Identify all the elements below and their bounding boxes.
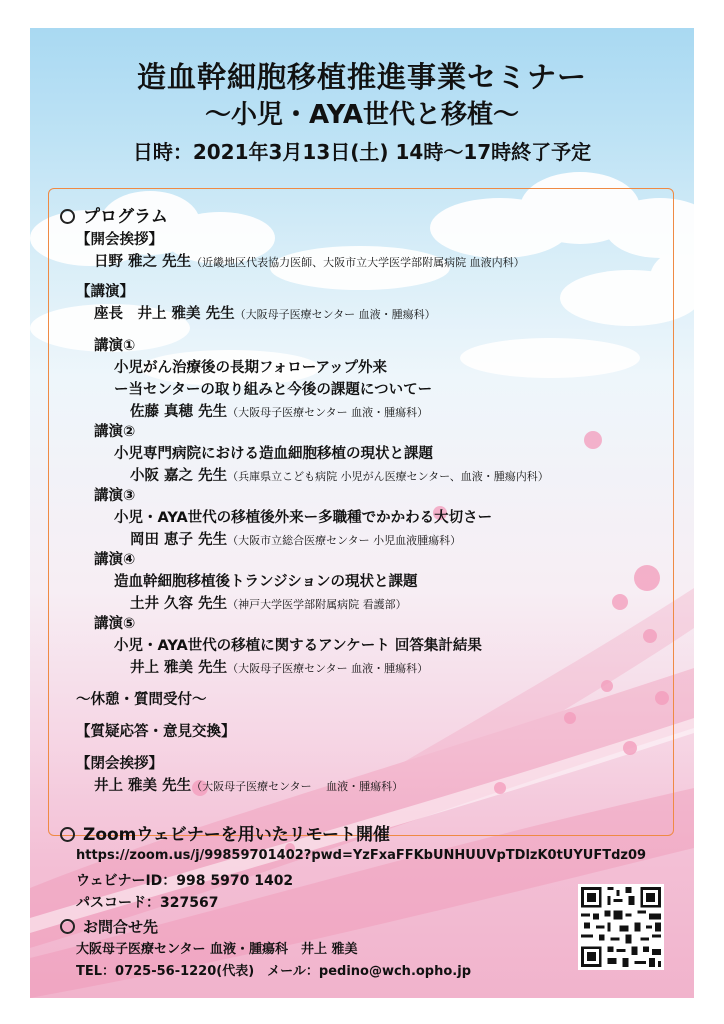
lecture-1-label: 講演① [94, 338, 136, 354]
program-heading: プログラム [60, 202, 168, 227]
webinar-id: ウェビナーID：998 5970 1402 [76, 873, 294, 889]
zoom-url-link[interactable]: https://zoom.us/j/99859701402?pwd=YzFxaFFKbUNHUUVpTDlzK0tUYUFTdz09 [76, 848, 647, 863]
lecture-4-title-line-1: 造血幹細胞移植後トランジションの現状と課題 [114, 574, 418, 590]
lecture-3-title-line-1: 小児・AYA世代の移植後外来ー多職種でかかわる大切さー [114, 510, 493, 526]
lecture-5-speaker: 井上 雅美 先生（大阪母子医療センター 血液・腫瘍科） [130, 660, 429, 676]
seminar-title: 造血幹細胞移植推進事業セミナー [136, 60, 587, 94]
lecture-1-speaker: 佐藤 真穂 先生（大阪母子医療センター 血液・腫瘍科） [130, 404, 429, 420]
poster-header [30, 58, 694, 166]
seminar-subtitle: 〜小児・AYA世代と移植〜 [204, 100, 520, 130]
lecture-1-title-line-2: ー当センターの取り組みと今後の課題についてー [114, 382, 433, 398]
contact-heading: お問合せ先 [60, 916, 158, 937]
lecture-3-label: 講演③ [94, 488, 136, 504]
zoom-heading: Zoomウェビナーを用いたリモート開催 [60, 820, 390, 845]
lecture-2-title-line-1: 小児専門病院における造血細胞移植の現状と課題 [114, 446, 433, 462]
qa-label: 【質疑応答・意見交換】 [76, 724, 236, 740]
closing-label: 【閉会挨拶】 [76, 756, 163, 772]
lecture-5-label: 講演⑤ [94, 616, 136, 632]
lecture-section-label: 【講演】 [76, 284, 134, 300]
contact-org: 大阪母子医療センター 血液・腫瘍科 井上 雅美 [76, 942, 358, 957]
opening-speaker: 日野 雅之 先生（近畿地区代表協力医師、大阪市立大学医学部附属病院 血液内科） [94, 254, 525, 270]
lecture-5-title-line-1: 小児・AYA世代の移植に関するアンケート 回答集計結果 [114, 638, 482, 654]
closing-speaker: 井上 雅美 先生（大阪母子医療センター 血液・腫瘍科） [94, 778, 404, 794]
contact-tel-email: TEL：0725-56-1220(代表) メール：pedino@wch.opho.jp [76, 964, 472, 979]
qr-code[interactable] [578, 884, 664, 970]
circle-bullet-icon [60, 919, 75, 934]
lecture-4-label: 講演④ [94, 552, 136, 568]
lecture-4-speaker: 土井 久容 先生（神戸大学医学部附属病院 看護部） [130, 596, 407, 612]
lecture-chair: 座長 井上 雅美 先生（大阪母子医療センター 血液・腫瘍科） [94, 306, 436, 322]
seminar-datetime: 日時：2021年3月13日(土) 14時〜17時終了予定 [132, 140, 592, 164]
seminar-poster [30, 28, 694, 998]
lecture-2-label: 講演② [94, 424, 136, 440]
lecture-2-speaker: 小阪 嘉之 先生（兵庫県立こども病院 小児がん医療センター、血液・腫瘍内科） [130, 468, 549, 484]
circle-bullet-icon [60, 827, 75, 842]
qr-code-icon [578, 884, 664, 970]
opening-label: 【開会挨拶】 [76, 232, 163, 248]
lecture-3-speaker: 岡田 恵子 先生（大阪市立総合医療センター 小児血液腫瘍科） [130, 532, 462, 548]
passcode: パスコード：327567 [76, 895, 219, 911]
break-label: 〜休憩・質問受付〜 [76, 692, 207, 708]
circle-bullet-icon [60, 209, 75, 224]
lecture-1-title-line-1: 小児がん治療後の長期フォローアップ外来 [114, 360, 388, 376]
